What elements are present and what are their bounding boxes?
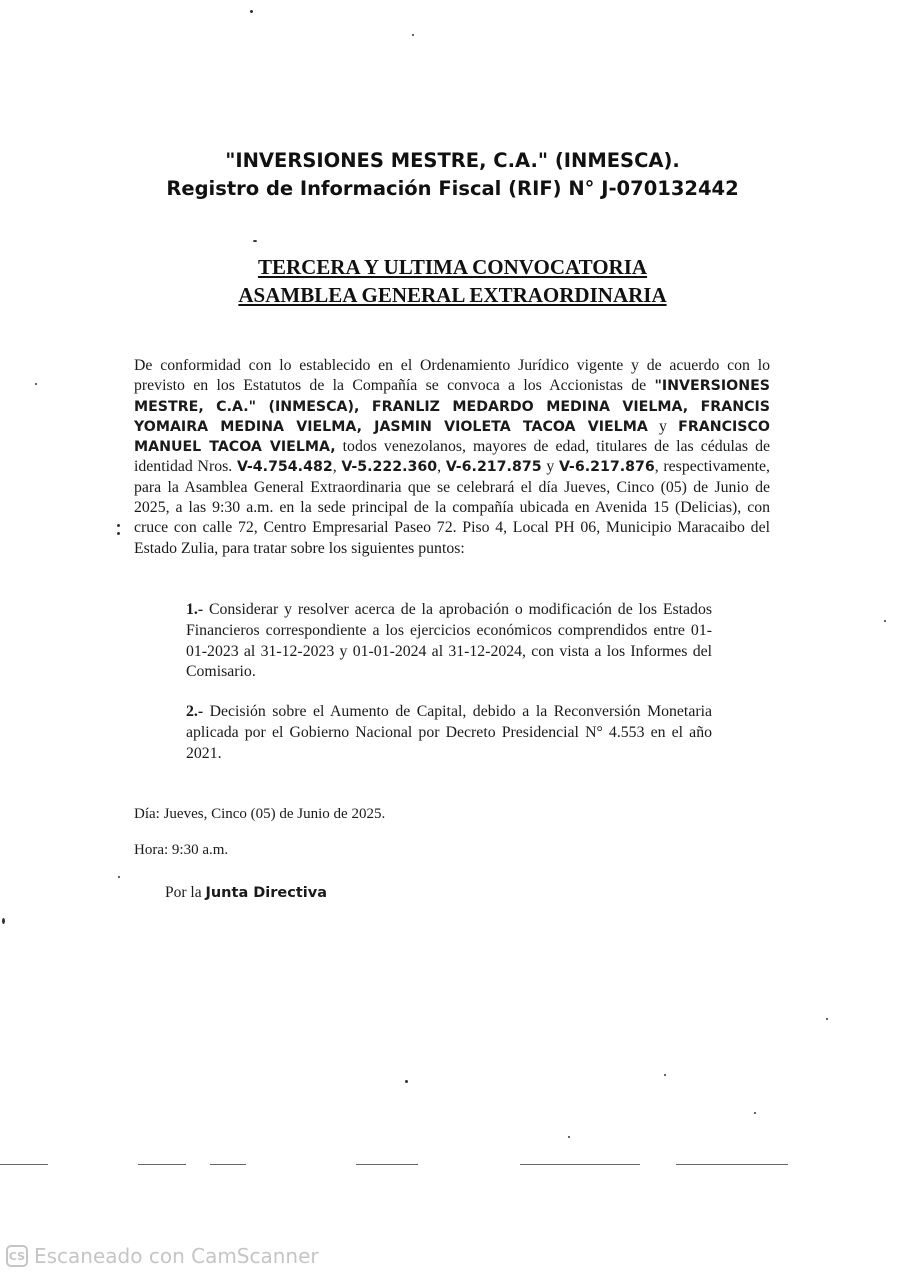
camscanner-icon: CS: [6, 1245, 28, 1267]
dia-value: Jueves, Cinco (05) de Junio de 2025.: [159, 806, 386, 822]
intro-sep-1: ,: [332, 458, 342, 476]
shareholders-names: "INVERSIONES MESTRE, C.A." (INMESCA), FRANLIZ MEDARDO MEDINA VIELMA, FRANCIS YOMAIRA MEDINA VIELMA, JASMIN VIOLETA TACOA VIELMA: [134, 378, 770, 435]
meeting-time: [134, 842, 228, 859]
convocatoria-title: TERCERA Y ULTIMA CONVOCATORIA: [257, 255, 648, 279]
scan-line: [520, 1164, 640, 1165]
signature-prefix: Por la: [165, 884, 206, 901]
camscanner-watermark: [6, 1244, 319, 1268]
id-number-2: V-5.222.360: [341, 459, 438, 476]
point-number: 1.-: [186, 601, 204, 618]
rif-line: Registro de Información Fiscal (RIF) N° J-070132442: [166, 177, 739, 200]
scan-line: [0, 1164, 48, 1165]
watermark-text: Escaneado con CamScanner: [34, 1244, 319, 1268]
scan-line: [210, 1164, 246, 1165]
scan-speck: [2, 918, 5, 924]
point-text: Considerar y resolver acerca de la aprobación o modificación de los Estados Financieros correspondiente a los ejercicios económicos comprendidos entre 01-01-2023 al 31-12-2023 y 01-01-2024 al 31-12-2024, con vista a los Informes del Comisario.: [186, 601, 712, 681]
point-number: 2.-: [186, 703, 204, 720]
scan-speck: [754, 1112, 756, 1114]
id-number-3: V-6.217.875: [445, 459, 542, 476]
meeting-date: [134, 806, 385, 823]
scan-speck: [664, 1074, 666, 1076]
signature-line: [165, 884, 327, 902]
intro-text-2: y: [647, 417, 679, 435]
scan-line: [356, 1164, 418, 1165]
scan-speck: [253, 240, 257, 242]
company-name: "INVERSIONES MESTRE, C.A." (INMESCA).: [225, 149, 680, 172]
scan-line: [138, 1164, 186, 1165]
hora-label: Hora:: [134, 842, 169, 858]
scan-line: [676, 1164, 788, 1165]
asamblea-title: ASAMBLEA GENERAL EXTRAORDINARIA: [238, 283, 667, 307]
hora-value: 9:30 a.m.: [168, 842, 229, 858]
intro-sep-2: ,: [437, 458, 446, 476]
scan-speck: [250, 10, 253, 13]
scan-speck: [117, 524, 120, 527]
agenda-point-2: [186, 702, 712, 764]
board-name: Junta Directiva: [205, 885, 327, 901]
scan-speck: [117, 532, 120, 535]
scan-speck: [35, 383, 37, 385]
intro-sep-3: y: [541, 458, 559, 476]
scan-speck: [412, 34, 414, 36]
id-number-4: V-6.217.876: [558, 459, 655, 476]
scan-speck: [826, 1018, 828, 1020]
scan-speck: [568, 1136, 570, 1138]
intro-text-3: todos venezolanos, mayores de edad, titulares de las cédulas de identidad Nros.: [134, 438, 770, 476]
agenda-point-1: [186, 600, 712, 683]
scan-speck: [405, 1080, 408, 1083]
dia-label: Día:: [134, 806, 160, 822]
scan-speck: [884, 620, 886, 622]
intro-text-4: , respectivamente, para la Asamblea General Extraordinaria que se celebrará el día Jueves, Cinco (05) de Junio de 2025, a las 9:30 a.m. en la sede principal de la compañía ubicada en Avenida 15 (Delicias), con cruce con calle 72, Centro Empresarial Paseo 72. Piso 4, Local PH 06, Municipio Maracaibo del Estado Zulia, para tratar sobre los siguientes puntos:: [134, 458, 770, 557]
intro-text-1: De conformidad con lo establecido en el Ordenamiento Jurídico vigente y de acuerdo con lo previsto en los Estatutos de la Compañía se convoca a los Accionistas de: [134, 357, 770, 395]
intro-paragraph: [134, 356, 770, 559]
point-text: Decisión sobre el Aumento de Capital, debido a la Reconversión Monetaria aplicada por el Gobierno Nacional por Decreto Presidencial N° 4.553 en el año 2021.: [186, 703, 712, 762]
id-number-1: V-4.754.482: [236, 459, 333, 476]
scan-speck: [118, 876, 120, 878]
shareholder-francisco: FRANCISCO MANUEL TACOA VIELMA,: [134, 418, 770, 456]
